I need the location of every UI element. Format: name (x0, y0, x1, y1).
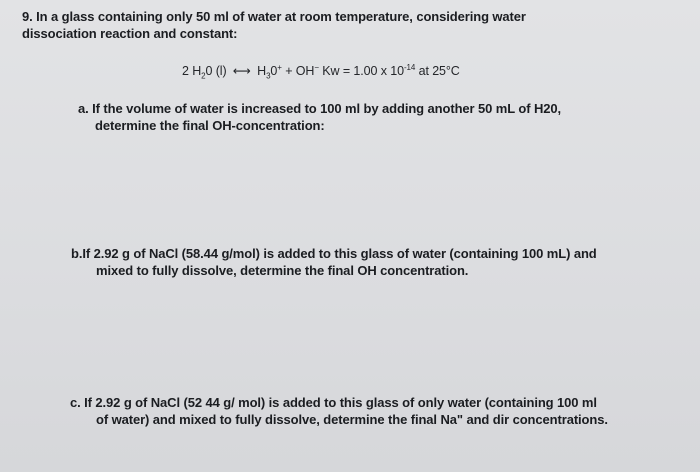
eq-lhs-rest: 0 (l) (205, 64, 227, 79)
eq-kw-exp: -14 (403, 63, 416, 72)
eq-kw-label: Kw = 1.00 x 10 (318, 64, 404, 79)
part-a-line2: determine the final OH-concentration: (95, 118, 325, 133)
equilibrium-arrow-icon: ⟷ (232, 64, 251, 79)
part-b-line1: b.If 2.92 g of NaCl (58.44 g/mol) is added to this glass of water (containing 100 mL) and (71, 246, 597, 261)
part-b-line2: mixed to fully dissolve, determine the final OH concentration. (96, 263, 469, 278)
eq-lhs-sub: 2 (201, 71, 206, 81)
eq-p2-sup: − (314, 63, 319, 72)
eq-plus-oh: + OH (281, 64, 315, 79)
part-c-line2: of water) and mixed to fully dissolve, determine the final Na" and dir concentrations. (96, 412, 608, 427)
part-c-line1: c. If 2.92 g of NaCl (52 44 g/ mol) is added to this glass of only water (containing 100 ml (70, 395, 597, 410)
eq-p1-sup: + (277, 63, 282, 72)
eq-p1-mid: 0 (270, 64, 278, 79)
eq-p1: H (257, 64, 267, 79)
eq-lhs-coeff: 2 H (182, 64, 202, 79)
eq-p1-sub: 3 (266, 71, 271, 81)
question-heading-line2: dissociation reaction and constant: (22, 26, 238, 41)
question-heading-line1: 9. In a glass containing only 50 ml of water at room temperature, considering water (22, 9, 526, 24)
eq-kw-tail: at 25°C (415, 64, 460, 79)
dissociation-equation (182, 63, 460, 81)
part-a-line1: a. If the volume of water is increased to 100 ml by adding another 50 mL of H20, (78, 101, 562, 116)
